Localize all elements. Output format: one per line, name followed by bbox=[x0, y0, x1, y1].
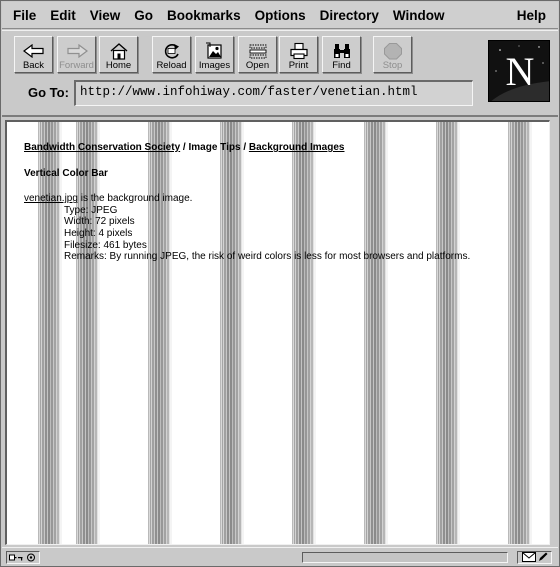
home-icon bbox=[109, 40, 129, 61]
netscape-logo bbox=[488, 40, 550, 102]
logo-letter: N bbox=[505, 49, 535, 94]
back-button[interactable] bbox=[14, 36, 53, 73]
breadcrumb-link-background-images[interactable]: Background Images bbox=[248, 142, 345, 153]
breadcrumb-link-bandwidth[interactable]: Bandwidth Conservation Society bbox=[24, 142, 181, 153]
breadcrumb-separator: / bbox=[180, 142, 189, 153]
security-indicator[interactable] bbox=[6, 551, 40, 564]
intro-line bbox=[24, 193, 539, 205]
detail-filesize: Filesize: 461 bytes bbox=[64, 239, 147, 251]
forward-arrow-icon bbox=[66, 40, 88, 61]
printer-icon bbox=[289, 40, 309, 61]
menu-go[interactable]: Go bbox=[134, 7, 154, 23]
pencil-icon bbox=[538, 549, 548, 567]
content-area bbox=[5, 120, 550, 545]
status-bar bbox=[2, 547, 558, 566]
open-icon bbox=[248, 40, 268, 61]
page-body bbox=[24, 142, 539, 263]
menu-directory[interactable]: Directory bbox=[319, 7, 379, 23]
back-label: Back bbox=[22, 60, 45, 71]
breadcrumb-separator: / bbox=[240, 142, 249, 153]
find-button[interactable] bbox=[322, 36, 361, 73]
breadcrumb-image-tips: Image Tips bbox=[188, 142, 241, 153]
detail-width: Width: 72 pixels bbox=[64, 216, 135, 228]
images-button[interactable] bbox=[195, 36, 234, 73]
reload-button[interactable] bbox=[152, 36, 191, 73]
home-label: Home bbox=[105, 60, 132, 71]
reload-label: Reload bbox=[156, 60, 187, 71]
menu-file[interactable]: File bbox=[13, 7, 37, 23]
forward-label: Forward bbox=[59, 60, 94, 71]
detail-type: Type: JPEG bbox=[64, 204, 118, 216]
venetian-image-link[interactable]: venetian.jpg bbox=[24, 193, 78, 205]
detail-remarks: Remarks: By running JPEG, the risk of weird colors is less for most browsers and platforms. bbox=[64, 251, 471, 263]
reload-icon bbox=[162, 40, 182, 61]
page-title: Vertical Color Bar bbox=[24, 167, 108, 179]
menu-bar bbox=[2, 2, 558, 29]
home-button[interactable] bbox=[99, 36, 138, 73]
signal-icon bbox=[25, 549, 37, 567]
open-button[interactable] bbox=[238, 36, 277, 73]
toolbar bbox=[2, 30, 558, 117]
forward-button[interactable] bbox=[57, 36, 96, 73]
mail-icon bbox=[522, 549, 536, 567]
image-details bbox=[24, 205, 539, 263]
menu-view[interactable]: View bbox=[89, 7, 121, 23]
breadcrumb bbox=[24, 142, 539, 154]
menu-help[interactable]: Help bbox=[516, 7, 546, 23]
stop-icon bbox=[383, 40, 403, 61]
menu-bookmarks[interactable]: Bookmarks bbox=[167, 7, 241, 23]
print-button[interactable] bbox=[279, 36, 318, 73]
find-label: Find bbox=[332, 60, 351, 71]
progress-bar bbox=[302, 552, 508, 563]
menu-options[interactable]: Options bbox=[254, 7, 306, 23]
binoculars-icon bbox=[332, 40, 352, 61]
stop-button[interactable] bbox=[373, 36, 412, 73]
menu-edit[interactable]: Edit bbox=[50, 7, 76, 23]
images-label: Images bbox=[198, 60, 231, 71]
print-label: Print bbox=[288, 60, 309, 71]
goto-label: Go To: bbox=[28, 85, 69, 100]
broken-key-icon bbox=[9, 549, 23, 567]
mail-indicator[interactable] bbox=[517, 551, 552, 564]
open-label: Open bbox=[245, 60, 270, 71]
images-icon bbox=[205, 40, 225, 61]
stop-label: Stop bbox=[382, 60, 403, 71]
intro-text: is the background image. bbox=[77, 193, 193, 205]
location-input[interactable]: http://www.infohiway.com/faster/venetian.html bbox=[74, 80, 473, 106]
detail-height: Height: 4 pixels bbox=[64, 227, 133, 239]
menu-window[interactable]: Window bbox=[392, 7, 445, 23]
back-arrow-icon bbox=[23, 40, 45, 61]
